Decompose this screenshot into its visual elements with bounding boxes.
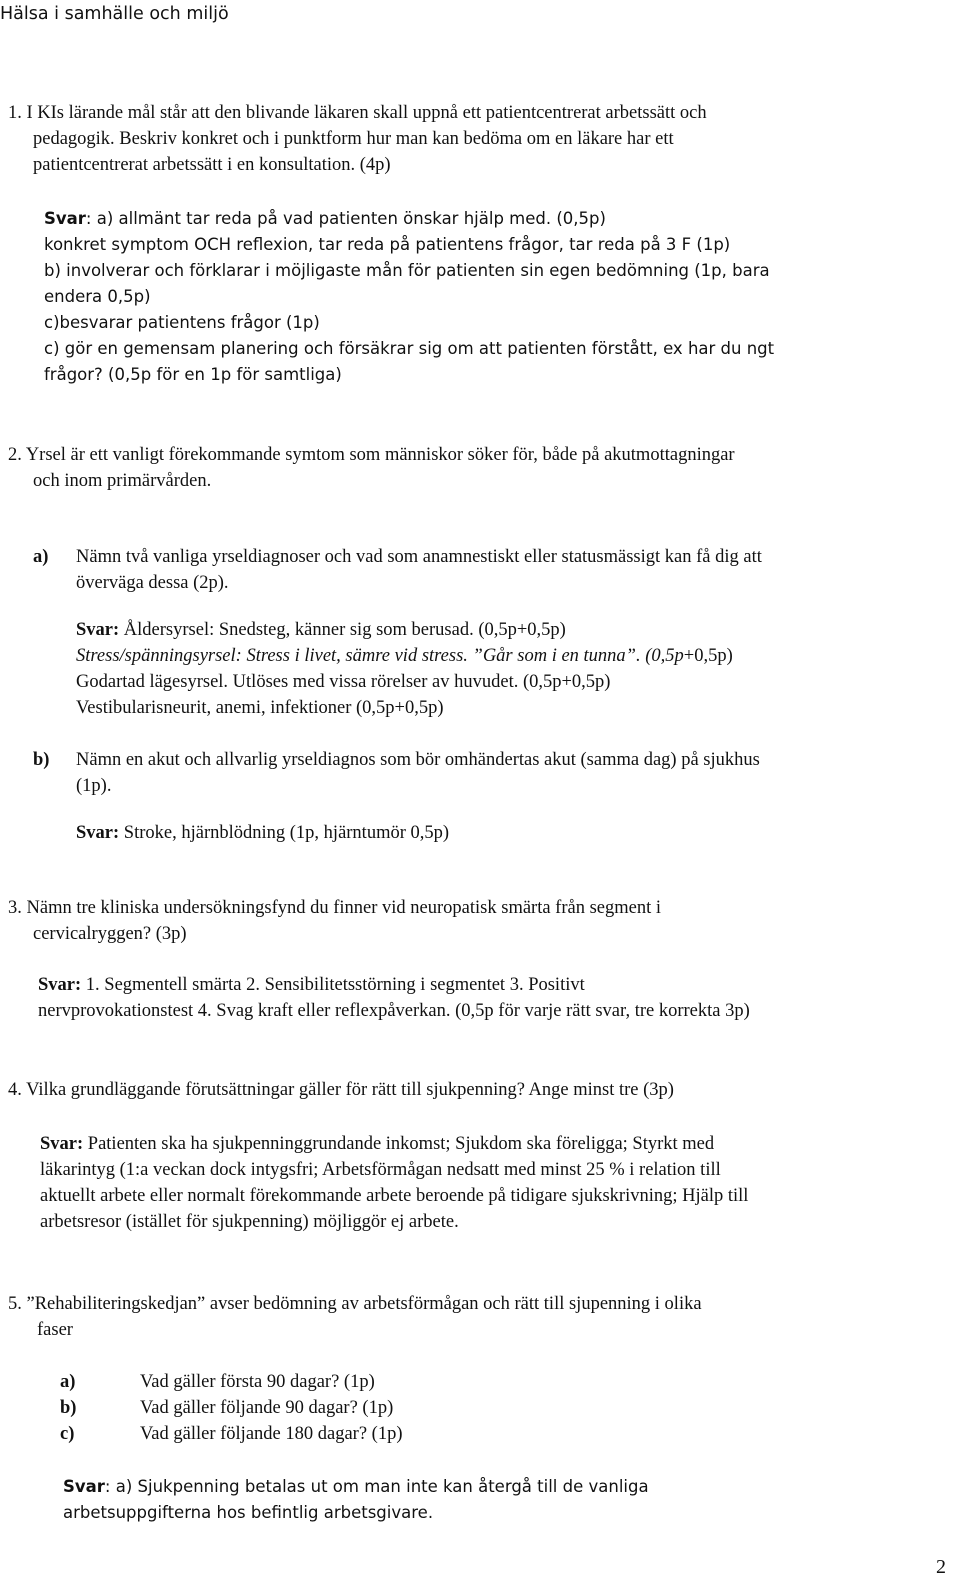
q5-svar-label: Svar <box>63 1477 105 1496</box>
q3-answer-line-1 <box>38 973 585 997</box>
q2b-line-1: Nämn en akut och allvarlig yrseldiagnos som bör omhändertas akut (samma dag) på sjukhus <box>76 750 760 770</box>
q2a-answer-text-1: Åldersyrsel: Snedsteg, känner sig som berusad. (0,5p+0,5p) <box>123 620 566 640</box>
q2a-svar-label: Svar: <box>76 620 120 640</box>
q2a-answer-text-2-rest: +0,5p) <box>683 646 733 666</box>
q5-item-a-marker: a) <box>60 1372 76 1392</box>
q2a-marker: a) <box>33 547 49 567</box>
q1-line-2: pedagogik. Beskriv konkret och i punktform hur man kan bedöma om en läkare har ett <box>33 129 674 149</box>
q1-answer-line-3: b) involverar och förklarar i möjligaste mån för patienten sin egen bedömning (1p, bara <box>44 261 770 280</box>
q4-answer-line-4: arbetsresor (istället för sjukpenning) möjliggör ej arbete. <box>40 1212 459 1232</box>
q5-line-2: faser <box>37 1320 73 1340</box>
q1-svar-label: Svar <box>44 209 86 228</box>
q1-answer-line-7: frågor? (0,5p för en 1p för samtliga) <box>44 365 342 384</box>
q2a-answer-line-1 <box>76 618 566 642</box>
q3-answer-line-2: nervprovokationstest 4. Svag kraft eller reflexpåverkan. (0,5p för varje rätt svar, tre korrekta 3p) <box>38 1001 750 1021</box>
q1-answer-line-2: konkret symptom OCH reflexion, tar reda på patientens frågor, tar reda på 3 F (1p) <box>44 235 731 254</box>
q5-item-c-text: Vad gäller följande 180 dagar? (1p) <box>140 1424 403 1444</box>
q1-answer-line-4: endera 0,5p) <box>44 287 151 306</box>
q4-answer-line-1 <box>40 1132 714 1156</box>
q5-line-1: 5. ”Rehabiliteringskedjan” avser bedömning av arbetsförmågan och rätt till sjupenning i olika <box>8 1294 702 1314</box>
q2a-answer-line-4: Vestibularisneurit, anemi, infektioner (0,5p+0,5p) <box>76 698 444 718</box>
q2-line-1: 2. Yrsel är ett vanligt förekommande symtom som människor söker för, både på akutmottagningar <box>8 445 735 465</box>
q5-answer-line-2: arbetsuppgifterna hos befintlig arbetsgivare. <box>63 1503 434 1522</box>
q5-item-c-marker: c) <box>60 1424 75 1444</box>
page-number: 2 <box>936 1556 946 1578</box>
q2b-answer-text: Stroke, hjärnblödning (1p, hjärntumör 0,5p) <box>123 823 450 843</box>
q2a-line-2: överväga dessa (2p). <box>76 573 229 593</box>
q2b-answer-line <box>76 821 449 845</box>
q5-item-b-text: Vad gäller följande 90 dagar? (1p) <box>140 1398 394 1418</box>
q2-line-2: och inom primärvården. <box>33 471 212 491</box>
q4-line: 4. Vilka grundläggande förutsättningar gäller för rätt till sjukpenning? Ange minst tre (3p) <box>8 1080 674 1100</box>
q5-item-b-marker: b) <box>60 1398 77 1418</box>
q3-line-1: 3. Nämn tre kliniska undersökningsfynd du finner vid neuropatisk smärta från segment i <box>8 898 662 918</box>
q4-answer-text-1: Patienten ska ha sjukpenninggrundande inkomst; Sjukdom ska föreligga; Styrkt med <box>87 1134 715 1154</box>
q3-line-2: cervicalryggen? (3p) <box>33 924 187 944</box>
q2a-answer-line-2 <box>76 644 733 668</box>
q1-answer-line-6: c) gör en gemensam planering och försäkrar sig om att patienten förstått, ex har du ngt <box>44 339 775 358</box>
q2a-line-1: Nämn två vanliga yrseldiagnoser och vad som anamnestiskt eller statusmässigt kan få dig att <box>76 547 762 567</box>
q3-answer-text-1: 1. Segmentell smärta 2. Sensibilitetsstörning i segmentet 3. Positivt <box>85 975 585 995</box>
q1-line-1: 1. I KIs lärande mål står att den blivande läkaren skall uppnå ett patientcentrerat arbetssätt och <box>8 103 707 123</box>
q5-answer-line-1 <box>63 1475 649 1499</box>
q1-answer-line-5: c)besvarar patientens frågor (1p) <box>44 313 320 332</box>
q1-line-3: patientcentrerat arbetssätt i en konsultation. (4p) <box>33 155 391 175</box>
q1-answer-line-1 <box>44 207 606 231</box>
q5-item-a-text: Vad gäller första 90 dagar? (1p) <box>140 1372 375 1392</box>
q2a-answer-line-3: Godartad lägesyrsel. Utlöses med vissa rörelser av huvudet. (0,5p+0,5p) <box>76 672 611 692</box>
q2b-svar-label: Svar: <box>76 823 120 843</box>
q2b-line-2: (1p). <box>76 776 112 796</box>
q4-svar-label: Svar: <box>40 1134 84 1154</box>
q1-answer-text-1: : a) allmänt tar reda på vad patienten önskar hjälp med. (0,5p) <box>85 209 606 228</box>
q4-answer-line-2: läkarintyg (1:a veckan dock intygsfri; Arbetsförmågan nedsatt med minst 25 % i relation till <box>40 1160 721 1180</box>
q2a-answer-text-2-italic: Stress/spänningsyrsel: Stress i livet, sämre vid stress. ”Går som i en tunna”. (0,5p <box>76 646 684 666</box>
q3-svar-label: Svar: <box>38 975 82 995</box>
q4-answer-line-3: aktuellt arbete eller normalt förekommande arbete beroende på tidigare sjukskrivning; Hjälp till <box>40 1186 749 1206</box>
q5-answer-text-1: : a) Sjukpenning betalas ut om man inte kan återgå till de vanliga <box>104 1477 649 1496</box>
page-title: Hälsa i samhälle och miljö <box>0 4 229 24</box>
q2b-marker: b) <box>33 750 50 770</box>
